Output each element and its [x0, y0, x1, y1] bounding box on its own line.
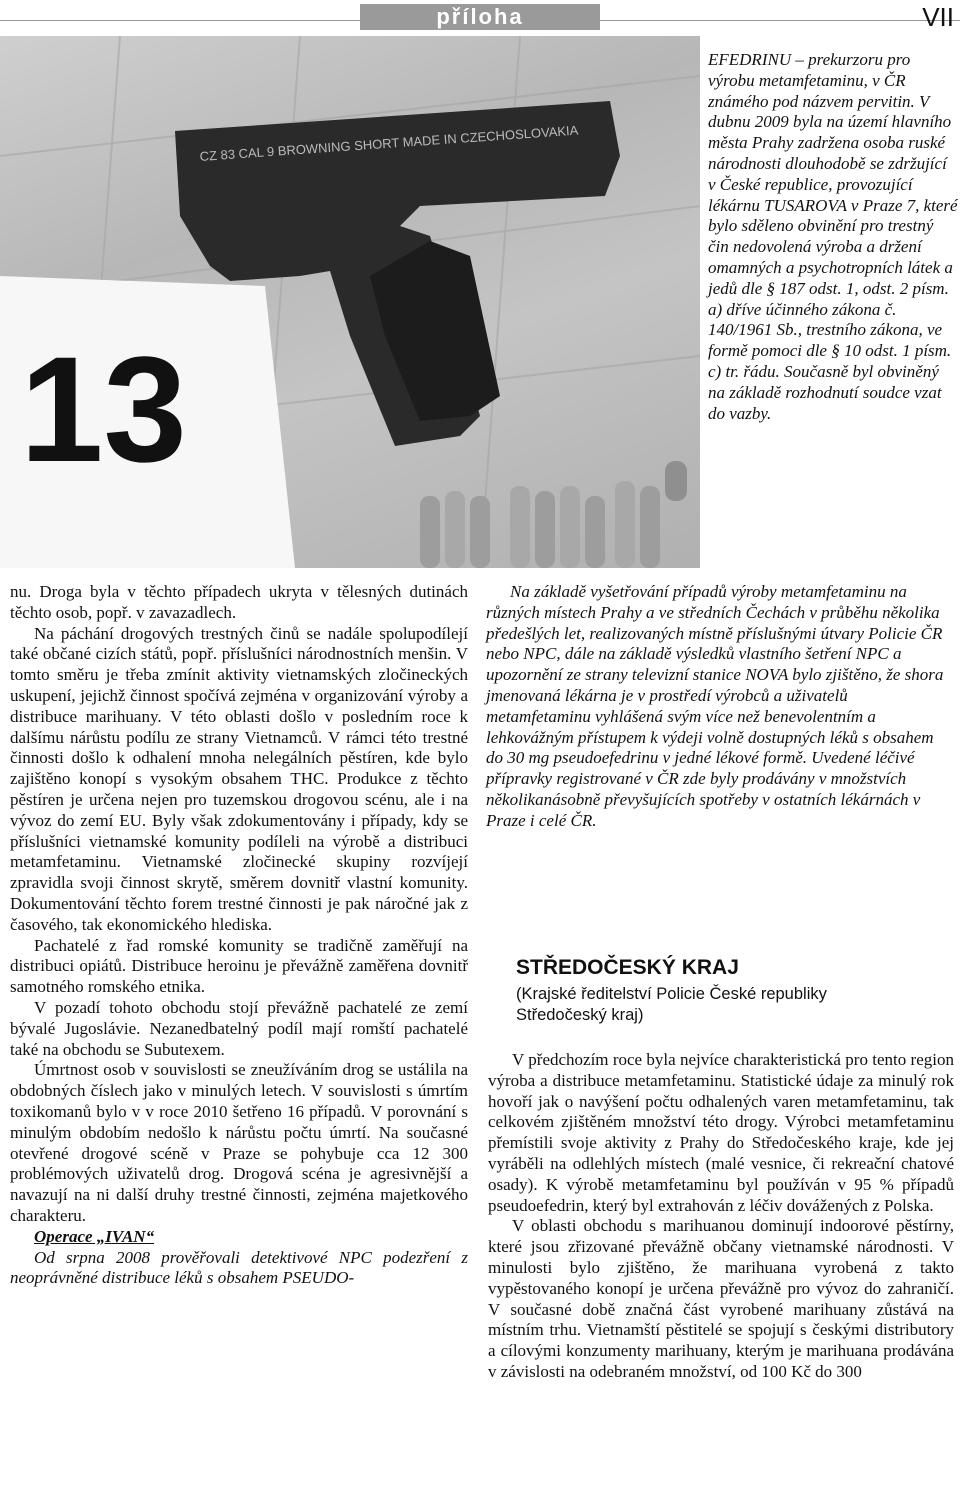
operation-title: Operace „IVAN“	[34, 1226, 155, 1246]
left-paragraph: Pachatelé z řad romské komunity se tradičně zaměřují na distribuci opiátů. Distribuce heroinu je převážně zaměřena dovnitř samotného romského etnika.	[10, 935, 468, 997]
right-column-top-text: EFEDRINU – prekurzoru pro výrobu metamfetaminu, v ČR známého pod názvem pervitin. V dubnu 2009 byla na území hlavního města Prahy zadržena osoba ruské národnosti dlouhodobě se zdržující v České republice, provozující lékárnu TUSAROVA v Praze 7, které bylo sděleno obvinění pro trestný čin nedovolená výroba a držení omamných a psychotropních látek a jedů dle § 187 odst. 1, odst. 2 písm. a) dříve účinného zákona č. 140/1961 Sb., trestního zákona, ve formě pomoci dle § 10 odst. 1 písm. c) tr. řádu. Současně byl obviněný na základě rozhodnutí soudce vzat do vazby.	[708, 50, 958, 423]
section-paragraph: V předchozím roce byla nejvíce charakteristická pro tento region výroba a distribuce metamfetaminu. Statistické údaje za minulý rok hovoří jak o navýšení počtu odhalených varen metamfetaminu, tak celkovém zjištěném množství této drogy. Výrobci metamfetaminu přemístili svoje aktivity z Prahy do Středočeského kraje, kde jej vyráběli na odlehlých místech (malé vesnice, či rekreační chatové osady). K výrobě metamfetaminu byl používán v 95 % případů pseudoefedrin, který byl extrahován z léčiv dovážených z Polska.	[488, 1050, 954, 1215]
section-title: STŘEDOČESKÝ KRAJ	[516, 956, 739, 979]
operation-text: Od srpna 2008 prověřovali detektivové NPC podezření z neoprávněné distribuce léků s obsahem PSEUDO-	[10, 1247, 468, 1288]
left-column	[10, 582, 468, 1289]
evidence-photo	[0, 36, 700, 568]
left-paragraph: Úmrtnost osob v souvislosti se zneužíváním drog se ustálila na obdobných číslech jako v minulých letech. V souvislosti s úmrtím toxikomanů bylo v v roce 2010 šetřeno 16 případů. V porovnání s minulým obdobím nedošlo k nárůstu počtu úmrtí. Na současné otevřené drogové scéně v Praze se pohybuje cca 12 300 problémových uživatelů drog. Drogová scéna je agresivnější a navazují na ni další druhy trestné činnosti, zejména majetkového charakteru.	[10, 1060, 468, 1225]
left-paragraph: V pozadí tohoto obchodu stojí převážně pachatelé ze zemí bývalé Jugoslávie. Nezanedbatelný podíl mají romští pachatelé také na obchodu se Subutexem.	[10, 997, 468, 1059]
section-label: příloha	[360, 4, 600, 30]
gun-engraving: CZ 83 CAL 9 BROWNING SHORT MADE IN CZECHOSLOVAKIA	[199, 122, 579, 164]
left-paragraph: nu. Droga byla v těchto případech ukryta v tělesných dutinách těchto osob, popř. v zavazadlech.	[10, 582, 468, 622]
right-column-italic-text: Na základě vyšetřování případů výroby metamfetaminu na různých místech Prahy a ve středních Čechách v průběhu několika předešlých let, realizovaných místně příslušnými útvary Policie ČR nebo NPC, dále na základě výsledků vlastního šetření NPC a upozornění ze strany televizní stanice NOVA bylo zjištěno, že shora jmenovaná lékárna je v prostředí výrobců a uživatelů metamfetaminu vyhlášená svým více než benevolentním a lehkovážným přístupem k výdeji volně dostupných léků s obsahem do 30 mg pseudoefedrinu v jedné lékové formě. Uvedené léčivé přípravky registrované v ČR zde byly prodávány v množstvích několikanásobně převyšujících spotřeby v ostatních lékárnách v Praze i celé ČR.	[486, 582, 944, 830]
cartridges-icon	[420, 461, 687, 568]
section-subtitle-line: Středočeský kraj)	[516, 1006, 644, 1024]
section-subtitle-line: (Krajské ředitelství Policie České republiky	[516, 985, 827, 1003]
section-subtitle	[516, 984, 916, 1026]
left-paragraph: Na páchání drogových trestných činů se nadále spolupodílejí také občané cizích států, popř. příslušníci národnostních menšin. V tomto směru je třeba zmínit aktivity vietnamských zločineckých uskupení, jejichž činnost spočívá zejména v organizování výroby a distribuce marihuany. V této oblasti došlo v posledním roce k dalšímu nárůstu podílu ze strany Vietnamců. V rámci této trestné činnosti došlo k odhalení mnoha nelegálních pěstíren, kde bylo zajištěno konopí s vysokým obsahem THC. Produkce z těchto pěstíren je určena nejen pro tuzemskou drogovou scénu, ale i na vývoz do zemí EU. Byly však zdokumentovány i případy, kdy se příslušníci vietnamské komunity podíleli na výrobě a distribuci metamfetaminu. Vietnamské zločinecké skupiny rozvíjejí zpravidla svoji činnost skrytě, směrem dovnitř vlastní komunity. Dokumentování těchto forem trestné činnosti je pak náročné jak z časového, tak ekonomického hlediska.	[10, 623, 468, 934]
evidence-number: 13	[20, 325, 187, 493]
right-column-bottom	[488, 1050, 954, 1383]
section-paragraph: V oblasti obchodu s marihuanou dominují indoorové pěstírny, které jsou zřizované převážně občany vietnamské národnosti. V minulosti bylo zjištěno, že marihuana vyrobená z takto vypěstovaného konopí je určena převážně pro vývoz do zahraničí. V současné době značná část vyrobené marihuany zůstává na místním trhu. Vietnamští pěstitelé se spojují s českými distributory a cílovými konzumenty marihuany, kterým je marihuana prodávána v závislosti na odebraném množství, od 100 Kč do 300	[488, 1216, 954, 1381]
page-number: VII	[922, 2, 954, 32]
